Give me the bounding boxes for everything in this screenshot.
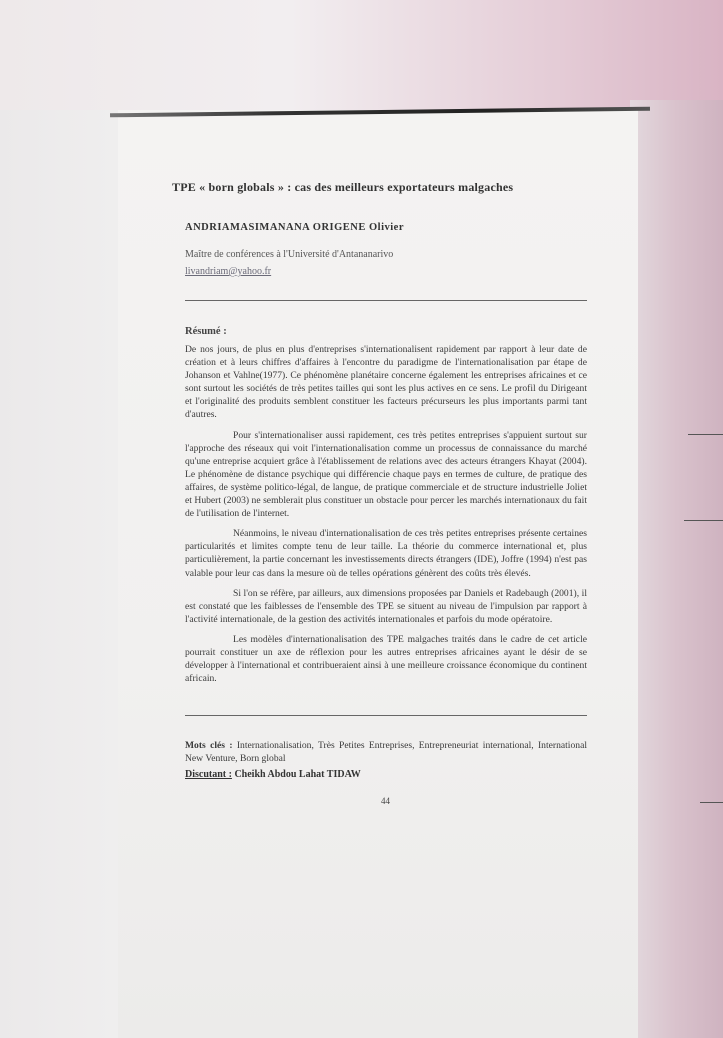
separator-rule: [185, 300, 587, 301]
scan-background-top: [0, 0, 723, 120]
discussant-label: Discutant :: [185, 769, 232, 780]
abstract-paragraph: Les modèles d'internationalisation des TPE malgaches traités dans le cadre de cet article pourrait constituer un axe de réflexion pour les autres entreprises africaines ayant le désir de se développer à l'international et contribueraient ainsi à une meilleure croissance économique du continent africain.: [185, 633, 587, 685]
edge-mark: [684, 520, 723, 521]
keywords-label: Mots clés :: [185, 740, 233, 751]
author-email[interactable]: livandriam@yahoo.fr: [185, 266, 272, 277]
abstract-heading: Résumé :: [185, 326, 227, 337]
abstract-paragraph: Néanmoins, le niveau d'internationalisation de ces très petites entreprises présente certaines particularités et limites compte tenu de leur taille. La théorie du commerce international et, plus particulièrement, la partie concernant les investissements directs étrangers (IDE), Joffre (1994) n'est pas valable pour leur cas dans la mesure où de telles opérations génèrent des coûts très élevés.: [185, 528, 587, 579]
keywords: [185, 740, 587, 765]
discussant-name: Cheikh Abdou Lahat TIDAW: [234, 769, 361, 780]
edge-mark: [688, 434, 723, 435]
discussant: [185, 769, 361, 780]
separator-rule: [185, 715, 587, 716]
page-number: 44: [381, 796, 390, 806]
scan-background-left: [0, 110, 118, 1038]
abstract-body: [185, 343, 587, 692]
abstract-paragraph: Pour s'internationaliser aussi rapidement, ces très petites entreprises s'appuient surtout sur l'approche des réseaux qui voit l'internationalisation comme un processus de connaissance du marché qu'une entreprise acquiert grâce à l'établissement de relations avec des acteurs étrangers Khayat (2004). Le phénomène de distance psychique qui différencie chaque pays en termes de culture, de pratique des affaires, de système politico-légal, de langue, de pratique commerciale et de structure industrielle Joliet et Hubert (2003) ne semblerait plus constituer un obstacle pour percer les marchés internationaux du fait de l'utilisation de l'internet.: [185, 429, 587, 520]
author-affiliation: Maître de conférences à l'Université d'Antananarivo: [185, 249, 394, 260]
author-name: ANDRIAMASIMANANA ORIGENE Olivier: [185, 222, 404, 233]
abstract-paragraph: De nos jours, de plus en plus d'entreprises s'internationalisent rapidement par rapport à leur date de création et à leurs chiffres d'affaires à l'encontre du paradigme de l'internationalisation par étape de Johanson et Vahlne(1977). Ce phénomène planétaire concerne également les entreprises africaines et ce sont surtout les sociétés de très petites tailles qui sont les plus actives en ce sens. Le profil du Dirigeant et l'originalité des produits semblent constituer les facteurs précurseurs les plus importants parmi tant d'autres.: [185, 344, 587, 421]
keywords-text: Internationalisation, Très Petites Entreprises, Entrepreneuriat international, International New Venture, Born global: [185, 740, 587, 764]
article-title: TPE « born globals » : cas des meilleurs exportateurs malgaches: [172, 180, 514, 194]
edge-mark: [700, 802, 723, 803]
abstract-paragraph: Si l'on se réfère, par ailleurs, aux dimensions proposées par Daniels et Radebaugh (2001), il est constaté que les faiblesses de l'ensemble des TPE se situent au niveau de l'impulsion par rapport à l'activité internationale, de la gestion des activités internationales et parfois du mode opératoire.: [185, 587, 587, 625]
scan-background-right: [630, 100, 723, 1038]
